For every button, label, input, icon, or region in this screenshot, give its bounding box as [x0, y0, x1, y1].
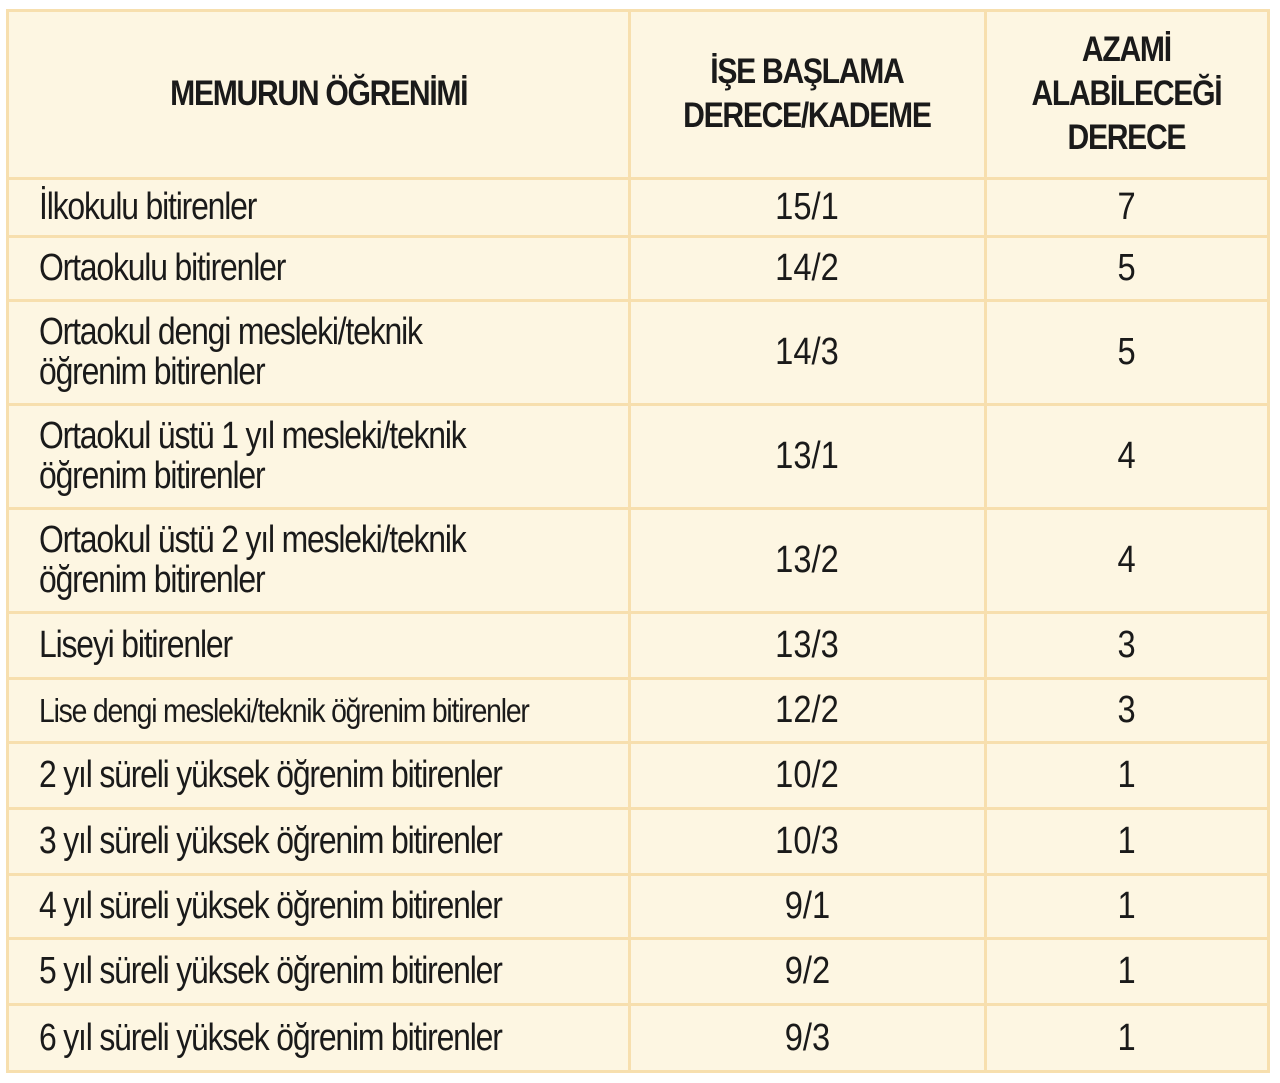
max-grade-cell: 1: [985, 938, 1267, 1004]
table-row: [9, 300, 1267, 404]
table-row: [9, 874, 1267, 938]
header-education: MEMURUN ÖĞRENİMİ: [9, 12, 629, 178]
start-grade-cell: 10/3: [629, 808, 985, 874]
table-row: [9, 678, 1267, 742]
table-row: [9, 808, 1267, 874]
max-grade-cell: 4: [985, 508, 1267, 612]
max-grade-cell: 7: [985, 178, 1267, 236]
education-cell: Liseyi bitirenler: [9, 612, 629, 678]
table-row: [9, 1004, 1267, 1070]
education-cell: 4 yıl süreli yüksek öğrenim bitirenler: [9, 874, 629, 938]
max-grade-cell: 4: [985, 404, 1267, 508]
max-grade-cell: 1: [985, 808, 1267, 874]
start-grade-cell: 9/3: [629, 1004, 985, 1070]
max-grade-cell: 1: [985, 742, 1267, 808]
start-grade-cell: 13/1: [629, 404, 985, 508]
start-grade-cell: 12/2: [629, 678, 985, 742]
table-row: [9, 404, 1267, 508]
education-cell: İlkokulu bitirenler: [9, 178, 629, 236]
table-row: [9, 508, 1267, 612]
table-row: [9, 742, 1267, 808]
start-grade-cell: 15/1: [629, 178, 985, 236]
header-max-grade: AZAMİ ALABİLECEĞİ DERECE: [985, 12, 1267, 178]
education-cell: Lise dengi mesleki/teknik öğrenim bitirenler: [9, 678, 629, 742]
max-grade-cell: 5: [985, 236, 1267, 300]
education-cell: 2 yıl süreli yüksek öğrenim bitirenler: [9, 742, 629, 808]
start-grade-cell: 10/2: [629, 742, 985, 808]
civil-servant-grade-table: [6, 9, 1270, 1073]
start-grade-cell: 9/1: [629, 874, 985, 938]
table-row: [9, 178, 1267, 236]
education-cell: Ortaokulu bitirenler: [9, 236, 629, 300]
max-grade-cell: 1: [985, 1004, 1267, 1070]
education-cell: Ortaokul üstü 2 yıl mesleki/teknik öğrenim bitirenler: [9, 508, 629, 612]
education-cell: 6 yıl süreli yüksek öğrenim bitirenler: [9, 1004, 629, 1070]
start-grade-cell: 13/2: [629, 508, 985, 612]
table-header-row: [9, 12, 1267, 178]
table-row: [9, 612, 1267, 678]
education-cell: Ortaokul üstü 1 yıl mesleki/teknik öğrenim bitirenler: [9, 404, 629, 508]
max-grade-cell: 3: [985, 678, 1267, 742]
max-grade-cell: 5: [985, 300, 1267, 404]
start-grade-cell: 14/3: [629, 300, 985, 404]
start-grade-cell: 13/3: [629, 612, 985, 678]
max-grade-cell: 3: [985, 612, 1267, 678]
table-row: [9, 938, 1267, 1004]
header-start-grade: İŞE BAŞLAMA DERECE/KADEME: [629, 12, 985, 178]
grade-table: [9, 12, 1267, 1070]
table-row: [9, 236, 1267, 300]
education-cell: Ortaokul dengi mesleki/teknik öğrenim bitirenler: [9, 300, 629, 404]
education-cell: 3 yıl süreli yüksek öğrenim bitirenler: [9, 808, 629, 874]
start-grade-cell: 14/2: [629, 236, 985, 300]
start-grade-cell: 9/2: [629, 938, 985, 1004]
max-grade-cell: 1: [985, 874, 1267, 938]
education-cell: 5 yıl süreli yüksek öğrenim bitirenler: [9, 938, 629, 1004]
